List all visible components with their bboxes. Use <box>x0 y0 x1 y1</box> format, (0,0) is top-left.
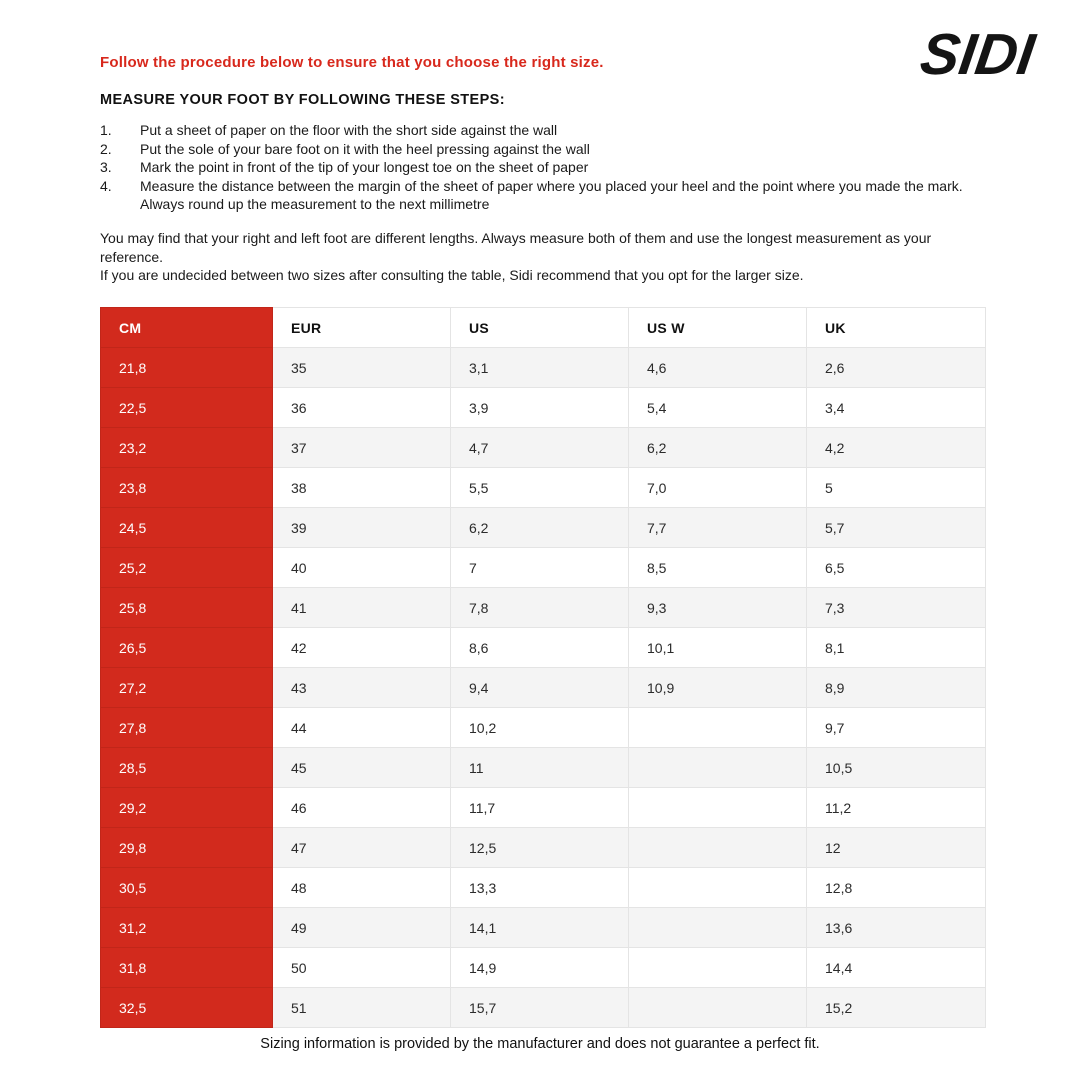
measurement-notes <box>100 229 985 285</box>
size-value-cell: 14,4 <box>807 948 986 988</box>
size-value-cell: 5,4 <box>629 388 807 428</box>
size-value-cell: 3,9 <box>451 388 629 428</box>
note-larger-size: If you are undecided between two sizes after consulting the table, Sidi recommend that you opt for the larger size. <box>100 267 804 283</box>
column-header-us: US <box>451 308 629 348</box>
size-value-cell: 11 <box>451 748 629 788</box>
cm-value-cell: 21,8 <box>101 348 273 388</box>
size-value-cell: 44 <box>273 708 451 748</box>
size-value-cell: 8,5 <box>629 548 807 588</box>
step-item-2 <box>100 140 980 159</box>
size-value-cell: 36 <box>273 388 451 428</box>
size-value-cell <box>629 708 807 748</box>
size-value-cell: 13,6 <box>807 908 986 948</box>
size-value-cell: 6,2 <box>629 428 807 468</box>
step-item-4 <box>100 177 980 214</box>
step-number: 4. <box>100 177 112 194</box>
size-value-cell: 8,1 <box>807 628 986 668</box>
size-value-cell: 12,8 <box>807 868 986 908</box>
size-value-cell: 11,2 <box>807 788 986 828</box>
table-row <box>101 508 986 548</box>
size-value-cell <box>629 868 807 908</box>
size-value-cell: 10,5 <box>807 748 986 788</box>
size-value-cell: 14,9 <box>451 948 629 988</box>
cm-value-cell: 29,2 <box>101 788 273 828</box>
table-row <box>101 868 986 908</box>
note-both-feet: You may find that your right and left foot are different lengths. Always measure both of them and use the longest measurement as your reference. <box>100 230 932 265</box>
size-value-cell: 51 <box>273 988 451 1028</box>
step-text: Mark the point in front of the tip of your longest toe on the sheet of paper <box>140 159 589 175</box>
cm-value-cell: 27,2 <box>101 668 273 708</box>
cm-value-cell: 27,8 <box>101 708 273 748</box>
steps-heading: MEASURE YOUR FOOT BY FOLLOWING THESE STEPS: <box>100 92 505 108</box>
table-row <box>101 468 986 508</box>
size-value-cell <box>629 988 807 1028</box>
column-header-eur: EUR <box>273 308 451 348</box>
size-value-cell: 9,3 <box>629 588 807 628</box>
size-value-cell: 5,5 <box>451 468 629 508</box>
cm-value-cell: 32,5 <box>101 988 273 1028</box>
size-value-cell: 10,9 <box>629 668 807 708</box>
size-value-cell: 9,7 <box>807 708 986 748</box>
size-value-cell: 10,2 <box>451 708 629 748</box>
table-row <box>101 348 986 388</box>
cm-value-cell: 26,5 <box>101 628 273 668</box>
size-value-cell: 7 <box>451 548 629 588</box>
size-value-cell <box>629 748 807 788</box>
cm-value-cell: 23,8 <box>101 468 273 508</box>
cm-value-cell: 29,8 <box>101 828 273 868</box>
size-value-cell: 6,5 <box>807 548 986 588</box>
size-value-cell <box>629 948 807 988</box>
size-value-cell: 4,6 <box>629 348 807 388</box>
size-value-cell: 13,3 <box>451 868 629 908</box>
intro-instruction-text: Follow the procedure below to ensure that you choose the right size. <box>100 54 604 71</box>
size-value-cell <box>629 908 807 948</box>
size-value-cell: 40 <box>273 548 451 588</box>
disclaimer-text: Sizing information is provided by the manufacturer and does not guarantee a perfect fit. <box>260 1036 820 1052</box>
table-row <box>101 668 986 708</box>
column-header-uk: UK <box>807 308 986 348</box>
size-value-cell: 7,7 <box>629 508 807 548</box>
step-number: 3. <box>100 159 112 175</box>
size-value-cell: 50 <box>273 948 451 988</box>
size-table-body <box>101 348 986 1028</box>
step-number: 2. <box>100 140 112 157</box>
step-text: Put the sole of your bare foot on it with the heel pressing against the wall <box>140 140 590 157</box>
size-value-cell: 35 <box>273 348 451 388</box>
column-header-cm: CM <box>101 308 273 348</box>
cm-value-cell: 22,5 <box>101 388 273 428</box>
step-number: 1. <box>100 122 112 138</box>
size-value-cell: 11,7 <box>451 788 629 828</box>
table-row <box>101 988 986 1028</box>
table-row <box>101 428 986 468</box>
table-row <box>101 788 986 828</box>
size-value-cell: 8,9 <box>807 668 986 708</box>
steps-list <box>100 121 980 214</box>
size-value-cell: 12,5 <box>451 828 629 868</box>
table-row <box>101 748 986 788</box>
sidi-logo: SIDI <box>916 22 1039 87</box>
size-value-cell: 41 <box>273 588 451 628</box>
cm-value-cell: 24,5 <box>101 508 273 548</box>
size-value-cell: 7,0 <box>629 468 807 508</box>
size-value-cell: 4,2 <box>807 428 986 468</box>
size-value-cell: 38 <box>273 468 451 508</box>
size-value-cell: 4,7 <box>451 428 629 468</box>
size-value-cell <box>629 788 807 828</box>
size-value-cell: 15,2 <box>807 988 986 1028</box>
size-value-cell: 42 <box>273 628 451 668</box>
size-value-cell: 10,1 <box>629 628 807 668</box>
cm-value-cell: 25,2 <box>101 548 273 588</box>
size-value-cell: 39 <box>273 508 451 548</box>
size-value-cell: 45 <box>273 748 451 788</box>
cm-value-cell: 31,8 <box>101 948 273 988</box>
table-row <box>101 628 986 668</box>
size-value-cell: 12 <box>807 828 986 868</box>
step-item-1 <box>100 121 980 140</box>
size-value-cell: 2,6 <box>807 348 986 388</box>
size-value-cell: 3,4 <box>807 388 986 428</box>
step-text: Measure the distance between the margin of the sheet of paper where you placed your heel and the point where you made the mark. Always round up the measurement to the next millimetre <box>140 177 963 212</box>
size-value-cell: 7,3 <box>807 588 986 628</box>
column-header-us-w: US W <box>629 308 807 348</box>
table-row <box>101 828 986 868</box>
size-value-cell: 5 <box>807 468 986 508</box>
size-value-cell: 46 <box>273 788 451 828</box>
size-value-cell: 9,4 <box>451 668 629 708</box>
table-header <box>101 308 986 348</box>
step-item-3 <box>100 158 980 177</box>
table-row <box>101 908 986 948</box>
size-value-cell: 37 <box>273 428 451 468</box>
size-value-cell: 8,6 <box>451 628 629 668</box>
step-text: Put a sheet of paper on the floor with the short side against the wall <box>140 122 558 138</box>
table-row <box>101 708 986 748</box>
table-row <box>101 388 986 428</box>
cm-value-cell: 31,2 <box>101 908 273 948</box>
cm-value-cell: 28,5 <box>101 748 273 788</box>
size-value-cell: 5,7 <box>807 508 986 548</box>
size-value-cell: 15,7 <box>451 988 629 1028</box>
size-value-cell: 49 <box>273 908 451 948</box>
table-row <box>101 948 986 988</box>
table-row <box>101 588 986 628</box>
size-value-cell: 47 <box>273 828 451 868</box>
table-row <box>101 548 986 588</box>
size-conversion-table <box>100 307 986 1028</box>
size-value-cell: 3,1 <box>451 348 629 388</box>
cm-value-cell: 25,8 <box>101 588 273 628</box>
size-value-cell <box>629 828 807 868</box>
size-value-cell: 7,8 <box>451 588 629 628</box>
cm-value-cell: 23,2 <box>101 428 273 468</box>
size-value-cell: 6,2 <box>451 508 629 548</box>
cm-value-cell: 30,5 <box>101 868 273 908</box>
table-header-row <box>101 308 986 348</box>
size-value-cell: 48 <box>273 868 451 908</box>
size-value-cell: 43 <box>273 668 451 708</box>
size-value-cell: 14,1 <box>451 908 629 948</box>
